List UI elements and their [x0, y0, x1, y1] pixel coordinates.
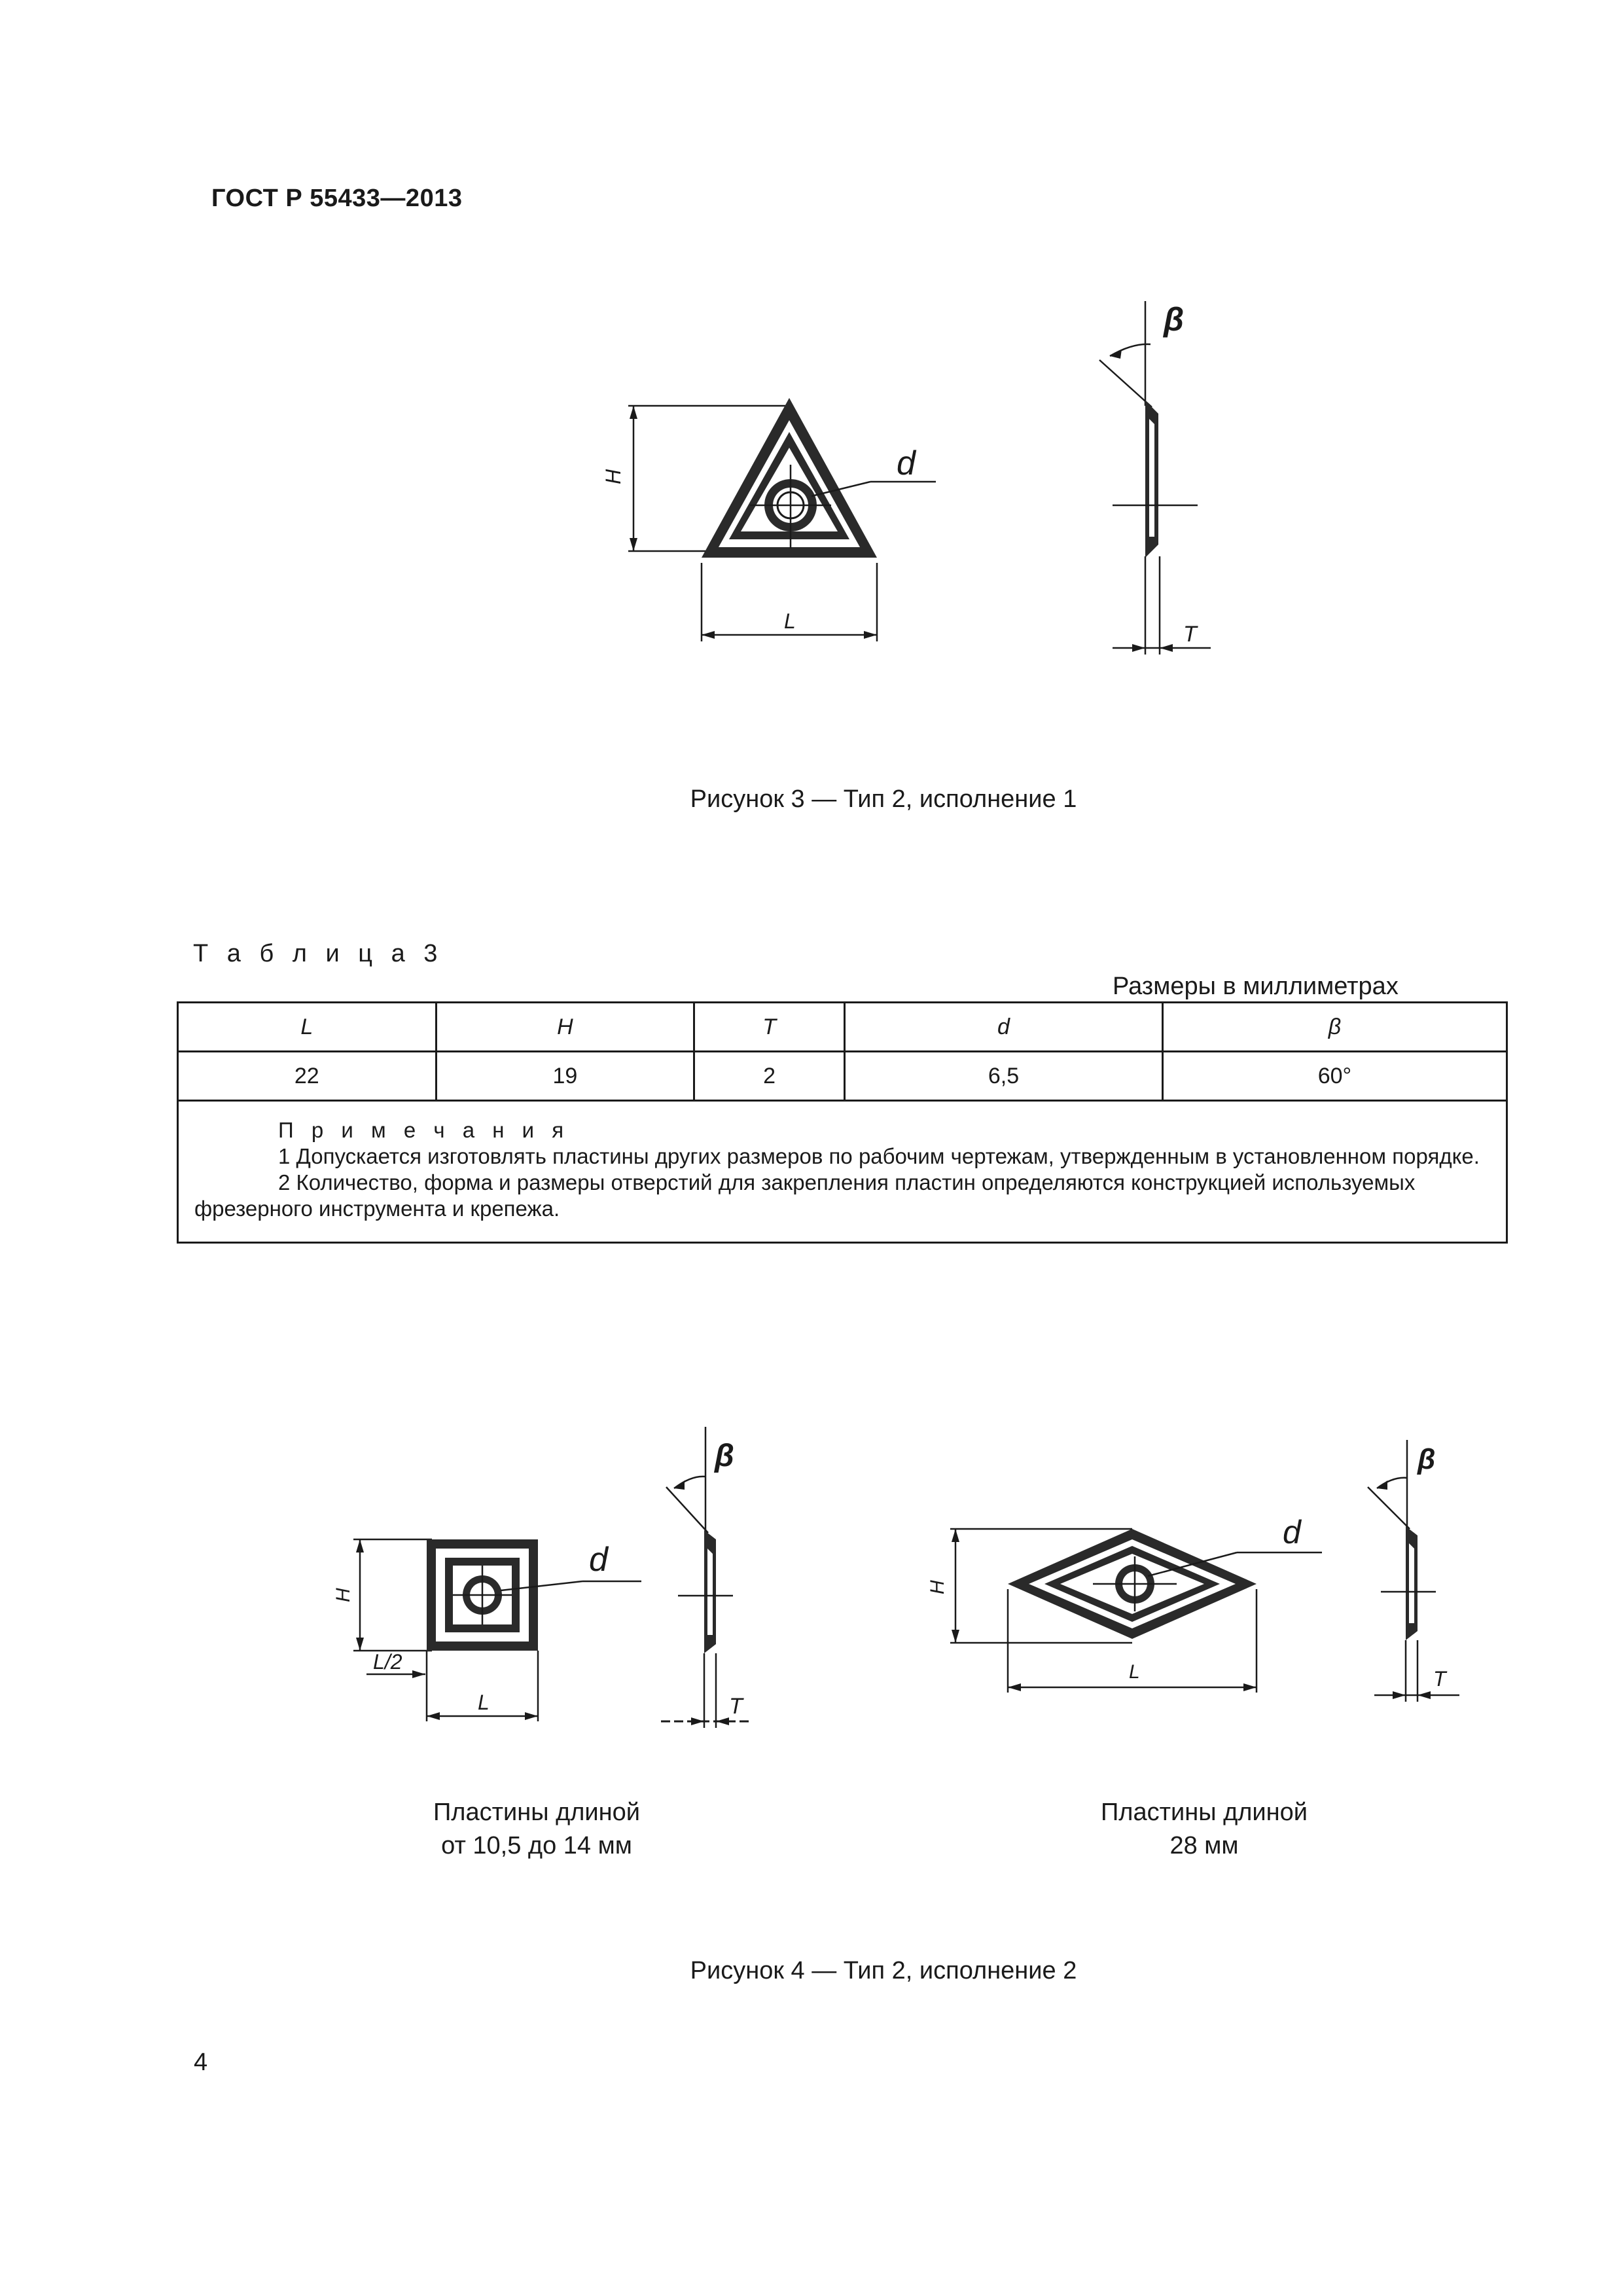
column-header: T	[694, 1003, 845, 1052]
table-row	[178, 1052, 1507, 1101]
column-header: β	[1162, 1003, 1507, 1052]
notes-row	[178, 1101, 1507, 1243]
plate-a-caption-line-2: от 10,5 до 14 мм	[441, 1832, 632, 1859]
fig4b-h-label: H	[927, 1580, 948, 1594]
page-number: 4	[194, 2049, 208, 2076]
table-header-row	[178, 1003, 1507, 1052]
table-units: Размеры в миллиметрах	[1113, 973, 1399, 1000]
figure3-caption: Рисунок 3 — Тип 2, исполнение 1	[690, 785, 1077, 813]
plate-b-caption-line-2: 28 мм	[1169, 1832, 1239, 1859]
figure4-square-plate	[321, 1505, 661, 1754]
fig4a-h-label: H	[332, 1588, 354, 1602]
table-cell: 6,5	[845, 1052, 1163, 1101]
fig4a-lhalf-label: L/2	[373, 1650, 402, 1674]
figure4-square-side-view	[654, 1427, 785, 1734]
table-cell: 22	[178, 1052, 437, 1101]
fig3-beta-label: β	[1164, 301, 1185, 338]
fig4b-d-label: d	[1283, 1514, 1301, 1551]
document-header: ГОСТ Р 55433—2013	[211, 185, 463, 212]
table-cell: 2	[694, 1052, 845, 1101]
notes-heading: П р и м е ч а н и я	[278, 1118, 570, 1142]
figure4-rhombus-side-view	[1355, 1440, 1486, 1715]
figure4-caption: Рисунок 4 — Тип 2, исполнение 2	[690, 1957, 1077, 1984]
fig3-h-label: H	[601, 469, 625, 484]
fig4a-l-label: L	[478, 1691, 490, 1714]
plate-b-caption	[1034, 1796, 1374, 1863]
fig3-d-label: d	[897, 444, 916, 482]
plate-a-caption	[366, 1796, 707, 1863]
column-header: H	[436, 1003, 694, 1052]
figure3-side-view	[1086, 301, 1243, 668]
column-header: L	[178, 1003, 437, 1052]
column-header: d	[845, 1003, 1163, 1052]
plate-a-caption-line-1: Пластины длиной	[433, 1799, 641, 1826]
notes-cell	[178, 1101, 1507, 1243]
plate-b-caption-line-1: Пластины длиной	[1100, 1799, 1308, 1826]
table-cell: 60°	[1162, 1052, 1507, 1101]
note-2: 2 Количество, форма и размеры отверстий для закрепления пластин определяются конструкцией используемых фрезерного инструмента и крепежа.	[194, 1170, 1416, 1221]
fig4b-t-label: T	[1433, 1667, 1446, 1691]
dimensions-table	[177, 1001, 1508, 1244]
fig4a-beta-label: β	[715, 1439, 734, 1473]
fig4b-l-label: L	[1129, 1661, 1140, 1683]
fig4a-t-label: T	[729, 1694, 743, 1719]
fig3-t-label: T	[1183, 622, 1197, 647]
fig4a-d-label: d	[589, 1541, 608, 1579]
fig3-l-label: L	[784, 609, 796, 633]
table-title: Т а б л и ц а 3	[193, 940, 444, 967]
table-cell: 19	[436, 1052, 694, 1101]
figure3-triangle-plate	[589, 367, 955, 681]
fig4b-beta-label: β	[1418, 1443, 1436, 1475]
note-1: 1 Допускается изготовлять пластины других размеров по рабочим чертежам, утвержденным в установленном порядке.	[278, 1144, 1480, 1168]
figure4-rhombus-plate	[916, 1505, 1335, 1715]
